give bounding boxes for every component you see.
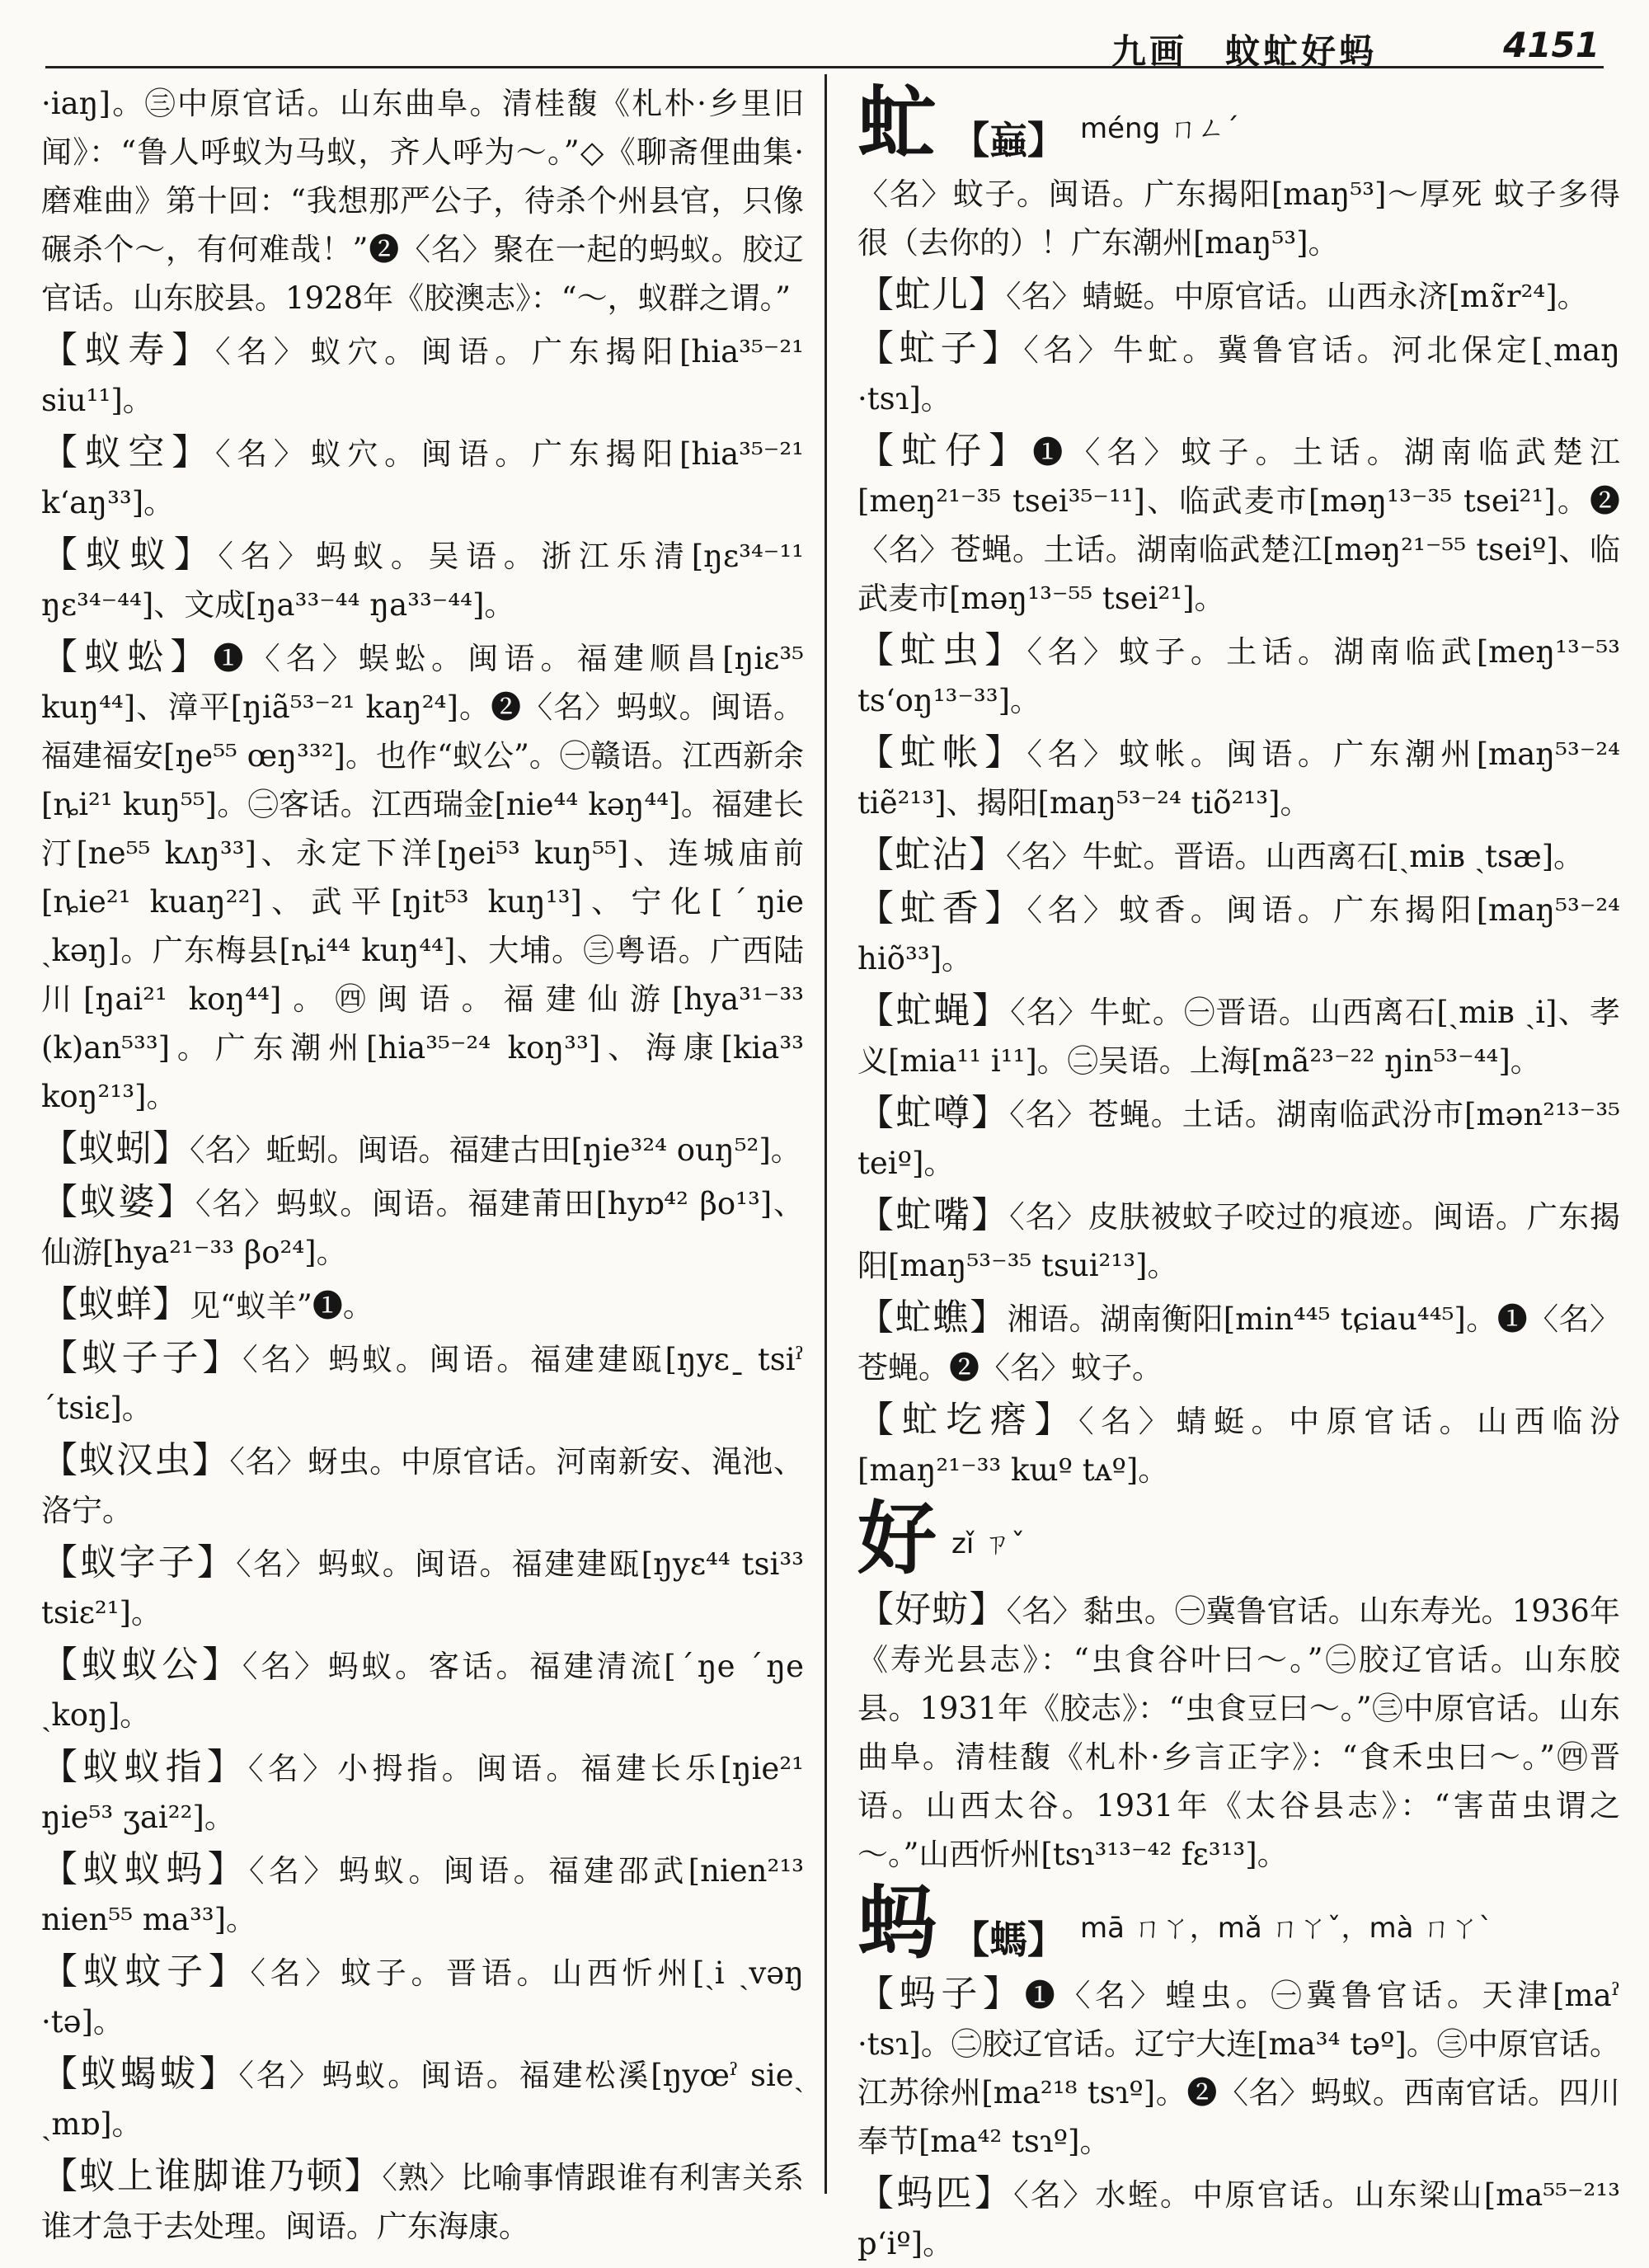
right-column xyxy=(857,77,1621,2261)
entry-headword: 【蚁蚁】 xyxy=(41,534,218,576)
entry-headword: 【虻虫】 xyxy=(857,629,1027,671)
entry-definition: 〈名〉蚯蚓。闽语。福建古田[ŋie³²⁴ ouŋ⁵²]。 xyxy=(190,1132,801,1168)
entry-definition: 〈名〉蚂蚁。闽语。福建建瓯[ŋyɛ⁴⁴ tsi³³ tsiɛ²¹]。 xyxy=(41,1546,804,1630)
column-divider xyxy=(824,74,827,2194)
entry xyxy=(857,426,1620,623)
entry-headword: 【虻嘴】 xyxy=(857,1194,1010,1236)
entry-definition: ❶〈名〉蝗虫。㊀冀鲁官话。天津[maˀ ·tsɿ]。㊁胶辽官话。辽宁大连[ma³⁴ təº]。㊂中原官话。江苏徐州[ma²¹⁸ tsɿº]。❷〈名〉蚂蚁。西南官话。四川奉节[ma⁴² tsɿº]。 xyxy=(857,1978,1620,2159)
head-character-block xyxy=(857,1876,1620,1969)
entry-definition: 〈名〉牛虻。晋语。山西离石[ˏmiʙ ˏtsæ]。 xyxy=(1006,839,1585,874)
entry-headword: 【蚂匹】 xyxy=(857,2172,1014,2214)
entry-definition: 〈名〉蜻蜓。中原官话。山西永济[mɤ̃r²⁴]。 xyxy=(1006,279,1588,314)
entry-headword: 【好蚄】 xyxy=(857,1588,1007,1630)
entry xyxy=(857,884,1620,983)
entry-headword: 【蚁蛘】 xyxy=(41,1283,190,1325)
entry-headword: 【蚂子】 xyxy=(857,1973,1025,2015)
entry xyxy=(857,728,1620,827)
entry-definition: 〈名〉蚂蚁。吴语。浙江乐清[ŋɛ³⁴⁻¹¹ ŋɛ³⁴⁻⁴⁴]、文成[ŋa³³⁻⁴⁴ ŋa³³⁻⁴⁴]。 xyxy=(41,539,805,623)
entry xyxy=(41,1538,804,1637)
entry xyxy=(857,1585,1620,1879)
header-rule xyxy=(45,66,1604,68)
entry xyxy=(857,986,1620,1085)
entry xyxy=(41,428,804,527)
entry-definition: 〈名〉蚜虫。中原官话。河南新安、渑池、洛宁。 xyxy=(41,1444,805,1528)
entry-headword: 【虻蝇】 xyxy=(857,990,1011,1032)
entry-headword: 【虻噂】 xyxy=(857,1092,1010,1134)
entry xyxy=(41,1436,804,1535)
head-character: 蚂 xyxy=(857,1876,937,1969)
pronunciation: mā ㄇㄚ，mǎ ㄇㄚˇ，mà ㄇㄚˋ xyxy=(1080,1912,1493,1945)
entry xyxy=(41,633,804,1121)
entry xyxy=(857,831,1620,881)
entry xyxy=(41,1845,804,1944)
traditional-variant: 【螞】 xyxy=(951,1917,1065,1962)
entry-headword: 【虻仔】 xyxy=(857,430,1033,472)
entry xyxy=(857,170,1620,267)
entry-headword: 【蚁字子】 xyxy=(41,1541,237,1583)
entry-headword: 【蚁汉虫】 xyxy=(41,1439,230,1481)
entry-definition: 湘语。湖南衡阳[min⁴⁴⁵ tɕiau⁴⁴⁵]。❶〈名〉苍蝇。❷〈名〉蚊子。 xyxy=(857,1301,1621,1386)
entry-definition: 〈名〉蚊子。土话。湖南临武[meŋ¹³⁻⁵³ ts‘oŋ¹³⁻³³]。 xyxy=(857,634,1621,718)
entry-definition: 〈名〉蚊帐。闽语。广东潮州[maŋ⁵³⁻²⁴ tiẽ²¹³]、揭阳[maŋ⁵³⁻²⁴ tiõ²¹³]。 xyxy=(857,736,1620,821)
head-character: 好 xyxy=(857,1492,937,1585)
entry xyxy=(41,1334,804,1433)
entry xyxy=(857,1191,1620,1290)
entry-headword: 【虻帐】 xyxy=(857,732,1027,774)
pronunciation: méng ㄇㄥˊ xyxy=(1080,112,1239,145)
entry-headword: 【蚁蚁指】 xyxy=(41,1746,249,1788)
entry-definition: 〈名〉蚁穴。闽语。广东揭阳[hia³⁵⁻²¹ siu¹¹]。 xyxy=(41,334,804,418)
entry xyxy=(41,326,804,425)
head-character-block xyxy=(857,77,1620,170)
entry xyxy=(857,1969,1620,2166)
entry-headword: 【蚁子子】 xyxy=(41,1337,243,1379)
entry-definition: 〈名〉蚊子。晋语。山西忻州[ˏi ˏvəŋ ·tə]。 xyxy=(41,1955,805,2040)
entry-definition: 〈名〉蚂蚁。闽语。福建建瓯[ŋyɛˍ tsiˀ ˊtsiɛ]。 xyxy=(41,1342,804,1426)
entry-definition: 〈名〉蚂蚁。闽语。福建邵武[nien²¹³ nien⁵⁵ ma³³]。 xyxy=(41,1853,805,1937)
entry-headword: 【虻沾】 xyxy=(857,834,1006,876)
entry-definition: 〈名〉蚂蚁。闽语。福建松溪[ŋyœˀ sieˎ ˏmɒ]。 xyxy=(41,2058,805,2142)
entry-headword: 【蚁蝎蛂】 xyxy=(41,2053,239,2095)
entry xyxy=(41,1124,804,1174)
entry-definition: 〈名〉蜻蜓。中原官话。山西临汾[maŋ²¹⁻³³ kɯº tᴀº]。 xyxy=(857,1404,1621,1488)
entry xyxy=(41,79,804,322)
entry xyxy=(857,1395,1620,1494)
entry-headword: 【蚁蚣】 xyxy=(41,636,214,678)
entry xyxy=(41,1947,804,2046)
entry-definition: 〈名〉牛虻。㊀晋语。山西离石[ˏmiʙ ˏi]、孝义[mia¹¹ i¹¹]。㊁吴语。上海[mã²³⁻²² ŋin⁵³⁻⁴⁴]。 xyxy=(857,995,1620,1079)
entry-headword: 【蚁婆】 xyxy=(41,1181,196,1223)
page-number: 4151 xyxy=(1503,25,1600,65)
running-header-section: 九画 蚊虻好蚂 xyxy=(1111,31,1377,72)
entry xyxy=(41,530,804,629)
entry-headword: 【虻子】 xyxy=(857,327,1024,369)
entry-headword: 【虻圪瘩】 xyxy=(857,1399,1079,1441)
entry xyxy=(857,1293,1620,1392)
entry-definition: 〈名〉黏虫。㊀冀鲁官话。山东寿光。1936年《寿光县志》：“虫食谷叶曰～。”㊁胶辽官话。山东胶县。1931年《胶志》：“虫食豆曰～。”㊂中原官话。山东曲阜。清桂馥《札朴·乡言正字》：“食禾虫曰～。”㊃晋语。山西太谷。1931年《太谷县志》：“害苗虫谓之～。”山西忻州[tsɿ³¹³⁻⁴² fɛ³¹³]。 xyxy=(857,1593,1620,1872)
left-column xyxy=(41,79,805,2244)
entry-headword: 【蚁蚓】 xyxy=(41,1127,190,1169)
entry xyxy=(857,626,1620,725)
traditional-variant: 【蝱】 xyxy=(951,118,1065,162)
entry xyxy=(41,2152,804,2251)
entry-definition: 〈名〉蚁穴。闽语。广东揭阳[hia³⁵⁻²¹ k‘aŋ³³]。 xyxy=(41,436,804,520)
entry-definition: 〈名〉水蛭。中原官话。山东梁山[ma⁵⁵⁻²¹³ p‘iº]。 xyxy=(857,2177,1621,2261)
entry-definition: 〈名〉牛虻。冀鲁官话。河北保定[ˏmaŋ ·tsɿ]。 xyxy=(857,332,1620,416)
entry-definition: 〈名〉蚊香。闽语。广东揭阳[maŋ⁵³⁻²⁴ hiõ³³]。 xyxy=(857,892,1620,976)
entry-definition: 〈名〉蚂蚁。客话。福建清流[ˊŋe ˊŋe ˎkoŋ]。 xyxy=(41,1649,804,1733)
entry-definition: 〈名〉蚊子。闽语。广东揭阳[maŋ⁵³]～厚死 蚊子多得很（去你的）！广东潮州[maŋ⁵³]。 xyxy=(857,176,1620,261)
entry-headword: 【虻香】 xyxy=(857,887,1027,929)
entry xyxy=(41,1280,804,1330)
entry-definition: 〈名〉小拇指。闽语。福建长乐[ŋie²¹ ŋie⁵³ ʒai²²]。 xyxy=(41,1751,804,1835)
entry-definition: 见“蚁羊”❶。 xyxy=(190,1288,373,1324)
entry xyxy=(857,2169,1620,2268)
entry xyxy=(41,1178,804,1277)
entry-headword: 【蚁蚊子】 xyxy=(41,1950,251,1993)
entry xyxy=(857,271,1620,321)
entry-headword: 【蚁蚁蚂】 xyxy=(41,1848,249,1890)
entry-definition: ❶〈名〉蚊子。土话。湖南临武楚江[meŋ²¹⁻³⁵ tsei³⁵⁻¹¹]、临武麦市[məŋ¹³⁻³⁵ tsei²¹]。❷〈名〉苍蝇。土话。湖南临武楚江[məŋ²¹⁻⁵⁵ tseiº]、临武麦市[məŋ¹³⁻⁵⁵ tsei²¹]。 xyxy=(857,435,1621,616)
entry-definition: 〈熟〉比喻事情跟谁有利害关系谁才急于去处理。闽语。广东海康。 xyxy=(41,2160,805,2244)
entry-definition: ❶〈名〉蜈蚣。闽语。福建顺昌[ŋiɛ³⁵ kuŋ⁴⁴]、漳平[ŋiã⁵³⁻²¹ kaŋ²⁴]。❷〈名〉蚂蚁。闽语。福建福安[ŋe⁵⁵ œŋ³³²]。也作“蚁公”。㊀赣语。江西新余[ȵi²¹ kuŋ⁵⁵]。㊁客话。江西瑞金[nie⁴⁴ kəŋ⁴⁴]。福建长汀[ne⁵⁵ kʌŋ³³]、永定下洋[ŋei⁵³ kuŋ⁵⁵]、连城庙前[ȵie²¹ kuaŋ²²]、武平[ŋit⁵³ kuŋ¹³]、宁化[ˊŋie ˎkəŋ]。广东梅县[ȵi⁴⁴ kuŋ⁴⁴]、大埔。㊂粤语。广西陆川[ŋai²¹ koŋ⁴⁴]。㊃闽语。福建仙游[hya³¹⁻³³ (k)an⁵³³]。广东潮州[hia³⁵⁻²⁴ koŋ³³]、海康[kia³³ koŋ²¹³]。 xyxy=(41,641,805,1114)
head-character-block xyxy=(857,1492,1620,1585)
entry-definition: 〈名〉皮肤被蚊子咬过的痕迹。闽语。广东揭阳[maŋ⁵³⁻³⁵ tsui²¹³]。 xyxy=(857,1199,1621,1283)
entry xyxy=(857,1089,1620,1188)
entry-definition: 〈名〉苍蝇。土话。湖南临武汾市[mən²¹³⁻³⁵ teiº]。 xyxy=(857,1097,1620,1181)
entry-headword: 【蚁寿】 xyxy=(41,329,215,371)
entry-headword: 【虻儿】 xyxy=(857,274,1006,316)
page-header xyxy=(49,18,1600,78)
pronunciation: zǐ ㄗˇ xyxy=(951,1527,1026,1560)
entry-headword: 【蚁上谁脚谁乃顿】 xyxy=(41,2155,383,2197)
entry-headword: 【蚁空】 xyxy=(41,431,215,473)
entry xyxy=(41,1743,804,1842)
entry-definition: 〈名〉蚂蚁。闽语。福建莆田[hyɒ⁴² βo¹³]、仙游[hya²¹⁻³³ βo²⁴]。 xyxy=(41,1186,805,1270)
entry xyxy=(41,2049,804,2148)
entry-headword: 【蚁蚁公】 xyxy=(41,1644,242,1686)
entry xyxy=(41,1640,804,1739)
entry xyxy=(857,324,1620,423)
head-character: 虻 xyxy=(857,77,937,170)
entry-definition: ·iaŋ]。㊂中原官话。山东曲阜。清桂馥《札朴·乡里旧闻》：“鲁人呼蚁为马蚁，齐人呼为～。”◇《聊斋俚曲集·磨难曲》第十回：“我想那严公子，待杀个州县官，只像碾杀个～，有何难哉！”❷〈名〉聚在一起的蚂蚁。胶辽官话。山东胶县。1928年《胶澳志》：“～，蚁群之谓。” xyxy=(41,86,804,316)
entry-headword: 【虻蟭】 xyxy=(857,1296,1008,1339)
